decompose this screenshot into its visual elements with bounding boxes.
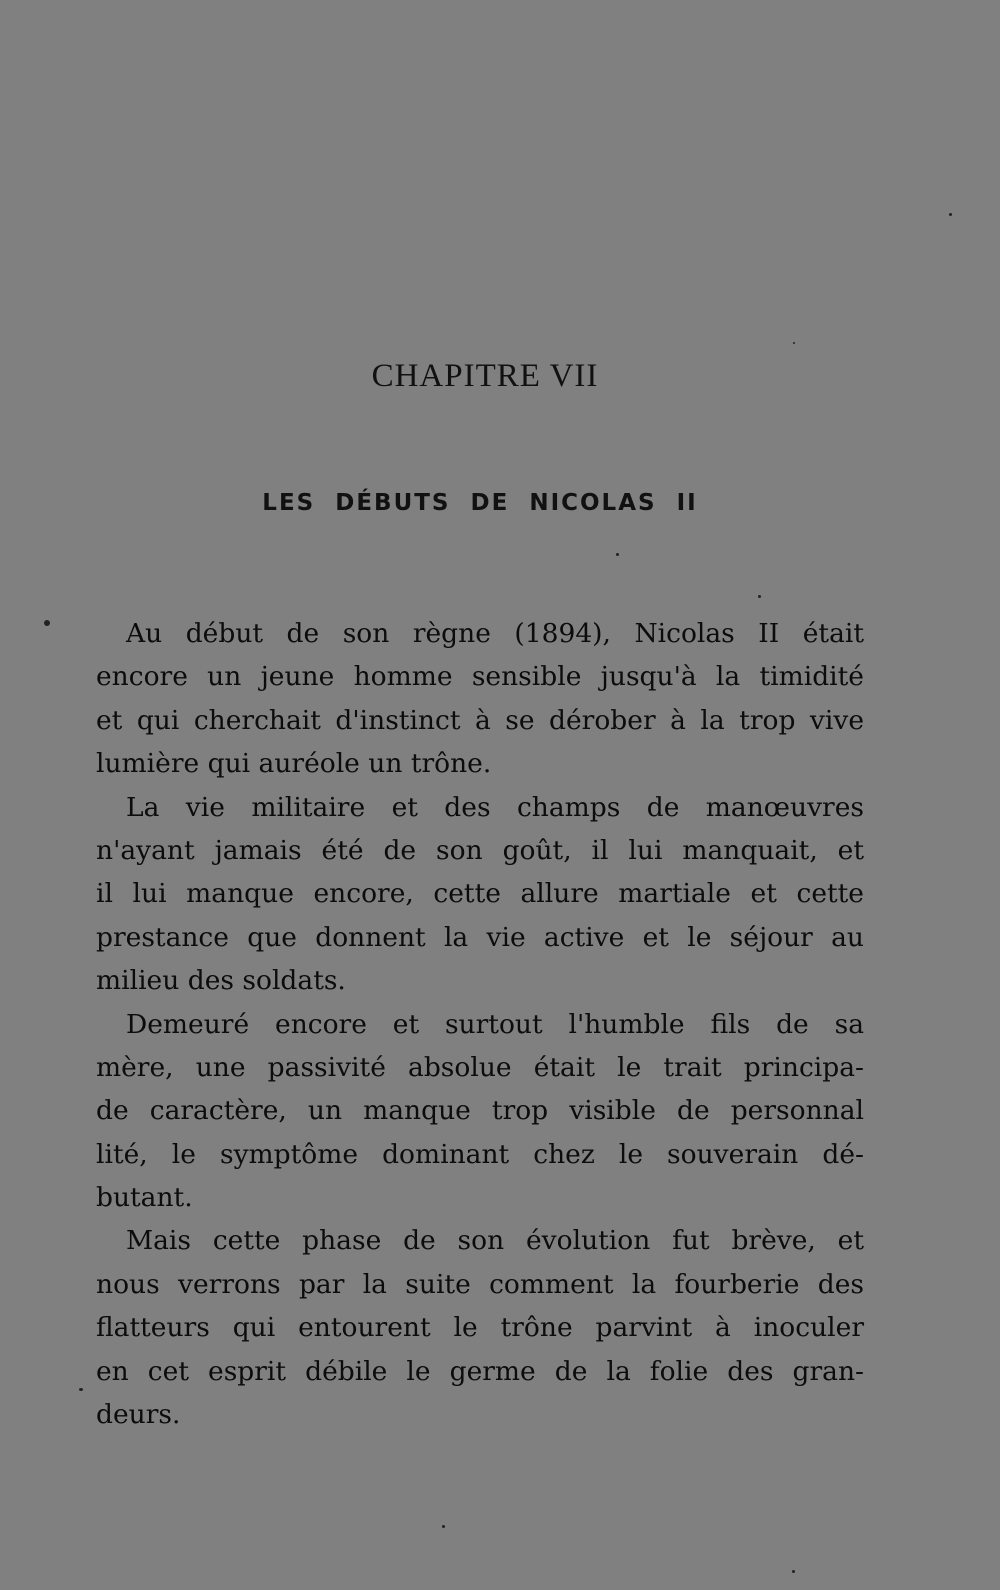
scan-speck <box>616 553 619 556</box>
scan-speck <box>44 620 50 626</box>
text-line: nous verrons par la suite comment la fourberie des <box>96 1268 864 1300</box>
scan-speck <box>792 1570 795 1573</box>
text-line: flatteurs qui entourent le trône parvint à inoculer <box>96 1312 864 1344</box>
text-line: n'ayant jamais été de son goût, il lui manquait, et <box>96 834 864 866</box>
chapter-number: CHAPITRE VII <box>371 358 599 394</box>
text-line: et qui cherchait d'instinct à se dérober à la trop vive <box>96 704 864 736</box>
scan-speck <box>793 342 795 344</box>
scan-speck <box>949 213 952 216</box>
scan-speck <box>758 595 761 598</box>
text-line: Mais cette phase de son évolution fut brève, et <box>126 1225 864 1257</box>
text-line: prestance que donnent la vie active et le séjour au <box>96 921 864 953</box>
text-line: lité, le symptôme dominant chez le souverain dé- <box>96 1138 864 1170</box>
text-line: mère, une passivité absolue était le trait principa- <box>96 1051 864 1083</box>
text-line: Au début de son règne (1894), Nicolas II était <box>126 618 864 649</box>
scan-speck <box>79 1388 83 1391</box>
text-line: butant. <box>96 1182 193 1214</box>
scan-speck <box>442 1525 445 1528</box>
text-line: de caractère, un manque trop visible de personnal <box>96 1095 864 1127</box>
text-line: encore un jeune homme sensible jusqu'à la timidité <box>96 661 864 693</box>
text-line: il lui manque encore, cette allure martiale et cette <box>96 878 864 910</box>
text-line: La vie militaire et des champs de manœuvres <box>126 791 864 823</box>
text-line: en cet esprit débile le germe de la folie des gran- <box>96 1355 864 1387</box>
text-line: milieu des soldats. <box>96 965 346 997</box>
chapter-title: LES DÉBUTS DE NICOLAS II <box>262 490 698 516</box>
text-line: Demeuré encore et surtout l'humble fils de sa <box>126 1008 864 1040</box>
text-line: deurs. <box>96 1399 181 1431</box>
text-line: lumière qui auréole un trône. <box>96 748 492 780</box>
body-text <box>96 612 864 1436</box>
